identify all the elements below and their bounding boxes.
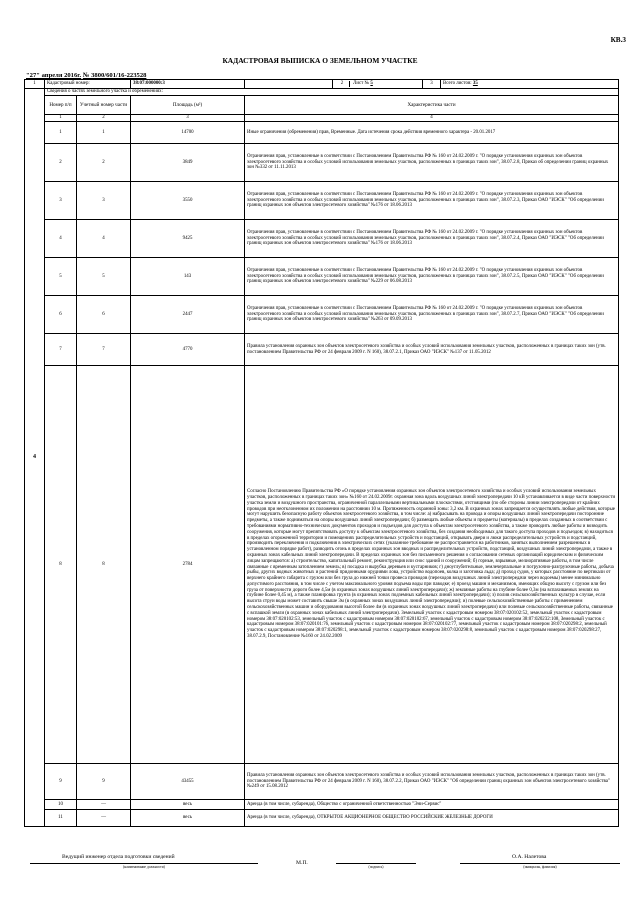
row-index: 8 xyxy=(45,366,77,764)
table-row xyxy=(25,144,619,182)
row-area: 14700 xyxy=(131,122,245,144)
signature-line xyxy=(336,863,416,864)
position-caption: (наименование должности) xyxy=(123,865,165,869)
row-account-number: 8 xyxy=(77,366,131,764)
row-account-number: 9 xyxy=(77,764,131,800)
row-area: весь xyxy=(131,810,245,827)
row-characteristic: Ограничения прав, установленные в соответствии с Постановлением Правительства РФ № 160 от 24.02.2009 г. "О порядке установления охранных зон объектов электросетевого хозяйства и особых условий использования земельных участков, расположенных в границах таких зон", 38.07.2.5, Приказ ОАО "ИЭСК" "Об определении границ охранных зон объектов электросетевого хозяйства" №229 от 06.08.2013 xyxy=(245,258,619,296)
sheet-info-row xyxy=(25,80,619,89)
row-area: 3849 xyxy=(131,144,245,182)
row-index: 9 xyxy=(45,764,77,800)
cadastral-label: Кадастровый номер: xyxy=(45,80,131,89)
total-sheets-value: 35 xyxy=(472,81,478,87)
section-title: Сведения о частях земельного участка и обременениях: xyxy=(45,89,619,96)
row-index: 2 xyxy=(45,144,77,182)
col-number-row xyxy=(25,115,619,122)
row-account-number: 3 xyxy=(77,182,131,220)
col-header-account-number: Учетный номер части xyxy=(77,96,131,115)
row-characteristic: Иные ограничения (обременения) прав, Временные. Дата истечения срока действия временного характера - 20.01.2017 xyxy=(245,122,619,144)
row-account-number: — xyxy=(77,810,131,827)
table-row xyxy=(25,800,619,810)
document-title: КАДАСТРОВАЯ ВЫПИСКА О ЗЕМЕЛЬНОМ УЧАСТКЕ xyxy=(222,56,418,65)
row-index: 4 xyxy=(45,220,77,258)
row-index: 5 xyxy=(45,258,77,296)
row-characteristic: Ограничения прав, установленные в соответствии с Постановлением Правительства РФ № 160 от 24.02.2009 г. "О порядке установления охранных зон объектов электросетевого хозяйства и особых условий использования земельных участков, расположенных в границах таких зон", 38.07.2.4, Приказ ОАО "ИЭСК" "Об определении границ охранных зон объектов электросетевого хозяйства" №176 от 18.06.2013 xyxy=(245,220,619,258)
table-row xyxy=(25,334,619,366)
row-account-number: 7 xyxy=(77,334,131,366)
sheet-label: Лист № xyxy=(353,81,370,87)
name-caption: (инициалы, фамилия) xyxy=(523,865,557,869)
row-area: 43455 xyxy=(131,764,245,800)
table-row xyxy=(25,258,619,296)
col-number: 2 xyxy=(77,115,131,122)
row-account-number: — xyxy=(77,800,131,810)
row-index: 10 xyxy=(45,800,77,810)
row-index: 6 xyxy=(45,296,77,334)
spacer-cell xyxy=(245,80,333,89)
row-characteristic: Согласно Постановлению Правительства РФ «О порядке установления охранных зон объектов электросетевого хозяйства и особых условий использования земельных участков, расположенных в границах таких зон» №160 от 24.02.2009г. охранная зона вдоль воздушных линий электропередачи 10 кВ устанавливается в виде части поверхности участка земли и воздушного пространства, ограниченной параллельными вертикальными плоскостями, отстоящими (по обе стороны линии электропередачи от крайних проводов при неотклоненном их положении на расстоянии 10 м. Протяженность охранной зоны: 3,2 км. В охранных зонах запрещается осуществлять любые действия, которые могут нарушить безопасную работу объектов электросетевого хозяйства, в том числе: а) набрасывать на провода и опоры воздушных линий электропередачи посторонние предметы, а также подниматься на опоры воздушных линий электропередачи; б) размещать любые объекты и предметы (материалы) в пределах созданных в соответствии с требованиями нормативно-технических документов проходов и подъездов для доступа к объектам электросетевого хозяйства, а также проводить любые работы и возводить сооружения, которые могут препятствовать доступу к объектам электросетевого хозяйства, без создания необходимых для такого доступа проходов и подъездов; в) находиться в пределах огороженной территории и помещениях распределительных устройств и подстанций, открывать двери и люки распределительных устройств и подстанций, производить переключения и подключения в электрических сетях (указанное требование не распространяется на работников, занятых выполнением разрешенных в установленном порядке работ), разводить огонь в пределах охранных зон вводных и распределительных устройств, подстанций, воздушных линий электропередачи, а также в охранных зонах кабельных линий электропередачи. В пределах охранных зон без письменного решения о согласовании сетевых организаций юридическим и физическим лицам запрещаются: а) строительство, капитальный ремонт, реконструкция или снос зданий и сооружений; б) горные, взрывные, мелиоративные работы, в том числе связанные с временным затоплением земель; в) посадка и вырубка деревьев и кустарников; г) дноуглубительные, землечерпальные и погрузочно-разгрузочные работы, добыча рыбы, других водных животных и растений придонными орудиями лова, устройство водопоев, колка и заготовка льда; д) проход судов, у которых расстояние по вертикали от верхнего крайнего габарита с грузом или без груза до нижней точки провеса проводов (переходов воздушных линий электропередачи через водоемы) менее минимально допустимого расстояния, в том числе с учетом максимального уровня подъема воды при паводке; е) проезд машин и механизмов, имеющих общую высоту с грузом или без груза от поверхности дороги более 4,5м (в охранных зонах воздушных линий электропередачи); ж) земляные работы на глубине более 0,3м (на вспахиваемых землях на глубине более 0,45 м), а также планировка грунта (в охранных зонах подземных кабельных линий электропередачи); з) полив сельскохозяйственных культур в случае, если высота струи воды может составить свыше 3м (в охранных зонах воздушных линий электропередачи); и) полевые сельскохозяйственные работы с применением сельскохозяйственных машин и оборудования высотой более 4м (в охранных зонах воздушных линий электропередачи) или полевые сельскохозяйственные работы, связанные с вспашкой земли (в охранных зонах кабельных линий электропередачи). Земельный участок с кадастровым номером 38:07:020102:52, земельный участок с кадастровым номером 38:07:020102:53, земельный участок с кадастровым номером 38:07:020102:67, земельный участок с кадастровым номером 38:07:020232:108, Земельный участок с кадастровым номером 38:07:020101:76, земельный участок с кадастровым номером 38:07:020102:77, земельный участок с кадастровым номером 38:07:020298:2, земельный участок с кадастровым номером 38:07:020298:1, земельный участок с кадастровым номером 38:07:020298:8, земельный участок с кадастровым номером 38:07:020298:27, 38.07.2.9, Постановление №160 от 24.02.2009 xyxy=(245,366,619,764)
row-account-number: 4 xyxy=(77,220,131,258)
stamp-place: М.П. xyxy=(296,860,308,866)
row-characteristic: Ограничения прав, установленные в соответствии с Постановлением Правительства РФ № 160 от 24.02.2009 г. "О порядке установления охранных зон объектов электросетевого хозяйства и особых условий использования земельных участков, расположенных в границах таких зон", 38.07.2.3, Приказ ОАО "ИЭСК" "Об определении границ охранных зон объектов электросетевого хозяйства" №176 от 18.06.2013 xyxy=(245,182,619,220)
row-index: 1 xyxy=(45,122,77,144)
row-characteristic: Аренда (в том числе, субаренда), Общество с ограниченной ответственностью "Эни-Сервис" xyxy=(245,800,619,810)
document-number: № 3800/601/16-223528 xyxy=(82,72,147,79)
col-number: 4 xyxy=(245,115,619,122)
row-area: 4770 xyxy=(131,334,245,366)
form-code: КВ.3 xyxy=(610,36,626,44)
total-box-number: 3 xyxy=(423,80,441,89)
row-area: 2447 xyxy=(131,296,245,334)
row-area: весь xyxy=(131,800,245,810)
sheet-number: 5 xyxy=(370,81,373,87)
col-number: 3 xyxy=(131,115,245,122)
row-account-number: 5 xyxy=(77,258,131,296)
section-number: 4 xyxy=(25,89,45,827)
row-index: 7 xyxy=(45,334,77,366)
row-characteristic: Аренда (в том числе, субаренда), ОТКРЫТОЕ АКЦИОНЕРНОЕ ОБЩЕСТВО РОССИЙСКИЕ ЖЕЛЕЗНЫЕ ДОРОГИ xyxy=(245,810,619,827)
row-account-number: 6 xyxy=(77,296,131,334)
row-index: 3 xyxy=(45,182,77,220)
row-number: 1 xyxy=(25,80,45,89)
sheet-label-cell xyxy=(333,80,423,89)
table-row xyxy=(25,764,619,800)
cadastral-number: 38:07:000000:3 xyxy=(131,80,245,89)
row-account-number: 1 xyxy=(77,122,131,144)
signature-caption: (подпись) xyxy=(368,865,384,869)
name-line xyxy=(460,863,620,864)
row-area: 3550 xyxy=(131,182,245,220)
col-header-characteristic: Характеристика части xyxy=(245,96,619,115)
row-characteristic: Ограничения прав, установленные в соответствии с Постановлением Правительства РФ № 160 от 24.02.2009 г. "О порядке установления охранных зон объектов электросетевого хозяйства и особых условий использования земельных участков, расположенных в границах таких зон", 38.07.2.8, Приказ об определении границ охранных зон №332 от 11.11.2013 xyxy=(245,144,619,182)
col-header-number: Номер п/п xyxy=(45,96,77,115)
table-row xyxy=(25,122,619,144)
total-sheets-cell xyxy=(441,80,619,89)
row-area: 2784 xyxy=(131,366,245,764)
table-row xyxy=(25,810,619,827)
row-characteristic: Правила установления охранных зон объектов электросетевого хозяйства и особых условий использования земельных участков, расположенных в границах таких зон (утв. постановлением Правительства РФ от 24 февраля 2009 г. N 160), 38.07.2.2, Приказ ОАО "ИЭСК" "Об определении границ охранных зон объектов электросетевого хозяйства" №249 от 15.08.2012 xyxy=(245,764,619,800)
parts-table xyxy=(24,79,619,827)
col-number: 1 xyxy=(45,115,77,122)
table-row xyxy=(25,296,619,334)
document-date xyxy=(26,72,146,79)
total-sheets-label: Всего листов: xyxy=(443,81,472,87)
date-text: "27" апреля 2016г. xyxy=(26,72,82,79)
position-line xyxy=(30,863,258,864)
table-row xyxy=(25,182,619,220)
row-characteristic: Правила установления охранных зон объектов электросетевого хозяйства и особых условий использования земельных участков, расположенных в границах таких зон (утв. постановлением Правительства РФ от 24 февраля 2009 г. N 160), 38.07.2.1, Приказ ОАО "ИЭСК" №137 от 11.05.2012 xyxy=(245,334,619,366)
table-row xyxy=(25,220,619,258)
row-account-number: 2 xyxy=(77,144,131,182)
signer-position: Ведущий инженер отдела подготовки сведений xyxy=(62,854,175,860)
row-area: 143 xyxy=(131,258,245,296)
table-row xyxy=(25,366,619,764)
signer-name: О.А. Налетова xyxy=(512,854,547,860)
table-header xyxy=(25,96,619,115)
section-title-row xyxy=(25,89,619,96)
row-index: 11 xyxy=(45,810,77,827)
sheet-box-number: 2 xyxy=(335,81,350,87)
row-area: 9425 xyxy=(131,220,245,258)
row-characteristic: Ограничения прав, установленные в соответствии с Постановлением Правительства РФ № 160 от 24.02.2009 г. "О порядке установления охранных зон объектов электросетевого хозяйства и особых условий использования земельных участков, расположенных в границах таких зон", 38.07.2.7, Приказ ОАО "ИЭСК" "Об определении границ охранных зон объектов электросетевого хозяйства" №263 от 09.09.2013 xyxy=(245,296,619,334)
col-header-area: Площадь (м²) xyxy=(131,96,245,115)
